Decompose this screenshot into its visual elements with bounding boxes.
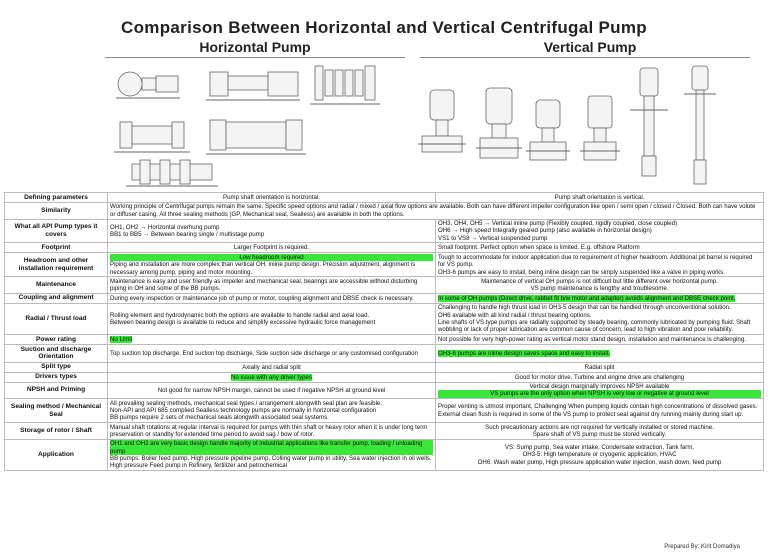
vertical-pump-6-image xyxy=(684,66,716,184)
vertical-cell xyxy=(436,277,764,294)
shared-cell xyxy=(108,202,764,219)
vertical-cell xyxy=(436,362,764,372)
row-label: Footprint xyxy=(5,243,108,253)
horizontal-cell xyxy=(108,293,436,303)
vertical-cell xyxy=(436,423,764,440)
horizontal-pump-5-image xyxy=(206,120,306,154)
horizontal-text: Manual shaft rotations at regular interval is required for pumps with thin shaft or heavy rotor when it is under long term preservation or standby for extended time period to avoid sag / bow of rotor. xyxy=(110,423,428,438)
horizontal-pump-1-image xyxy=(116,72,180,98)
horizontal-text: Rolling element and hydrodynamic both the options are available to handle radial and axial load. Between bearing design is available to reduce and simplify excessive hydraulic force management xyxy=(110,311,376,326)
horizontal-pump-3-image xyxy=(310,66,380,104)
vertical-text: Maintenance of vertical OH pumps is not difficult but little different over horizontal pump. VS pump maintenance is lengthy and troublesome. xyxy=(481,277,718,293)
horizontal-text: Top suction top discharge, End suction top discharge, Side suction side discharge or any customised configuration xyxy=(110,349,418,357)
author-credit: Prepared By: Kirit Domadiya xyxy=(664,544,740,550)
row-label: Maintenance xyxy=(5,277,108,294)
table-row xyxy=(5,362,764,372)
horizontal-cell xyxy=(108,253,436,277)
horizontal-pump-6-image xyxy=(126,160,218,186)
highlight-text: VS pumps are the only option when NPSH is very low or negative at ground level xyxy=(438,390,761,397)
vertical-cell xyxy=(436,243,764,253)
horizontal-cell xyxy=(108,362,436,372)
row-label: NPSH and Priming xyxy=(5,382,108,399)
vertical-cell xyxy=(436,399,764,423)
table-row xyxy=(5,303,764,334)
shared-text: Working principle of Centrifugal pumps remain the same. Specific speed options and radial / mixed / axial flow options are available. Both can have different impeller configuration like open / semi open / closed / Closed. Both can have volute or diffuser casing. All three sealing methods (GP, Mechanical seal, Sealless) are available in both the options. xyxy=(110,203,756,218)
vertical-cell xyxy=(436,372,764,382)
vertical-text: Tough to accommodate for indoor application due to requirement of higher headroom. Additional pit barrel is required for VS pump. OH3-6 pumps are easy to install, being inline design can be simply suspended like a valve in piping works. xyxy=(438,253,753,276)
vertical-cell xyxy=(436,439,764,470)
vertical-text: Small footprint. Perfect option when space is limited. E.g. offshore Platform xyxy=(438,244,640,252)
vertical-pump-illustrations xyxy=(408,60,738,192)
vertical-text: OH3, OH4, OH5 → Vertical inline pump (Flexibly coupled, rigidly coupled, close coupled) OH6 → High speed Integrally geared pump (also available in horizontal design) VS1 to VS8 → Vertical suspended pump xyxy=(438,220,678,242)
left-divider xyxy=(105,57,405,58)
row-label: Power rating xyxy=(5,335,108,345)
vertical-cell xyxy=(436,219,764,243)
horizontal-text: Maintenance is easy and user friendly as impeller and mechanical seal, bearings are accessible without disturbing piping in OH and some of the BB pumps. xyxy=(110,277,418,293)
vertical-cell xyxy=(436,335,764,345)
horizontal-cell xyxy=(108,243,436,253)
horizontal-cell xyxy=(108,382,436,399)
table-row xyxy=(5,193,764,203)
horizontal-text: Piping and installation are more complex than vertical OH, inline pump design. Precision adjustment, alignment is necessary among pump, piping and motor mounting. xyxy=(110,261,416,276)
horizontal-pump-heading: Horizontal Pump xyxy=(199,39,311,55)
row-label: Radial / Thrust load xyxy=(5,303,108,334)
row-label: Headroom and other installation requirement xyxy=(5,253,108,277)
horizontal-text: All prevailing sealing methods, mechanical seal types / arrangement alongwith seal plan are feasible. Non-API and API 685 complied Sealless technology pumps are normally in horizontal configuration BB pumps require 2 sets of mechanical seals alongwith associated seal systems. xyxy=(110,399,383,422)
vertical-cell xyxy=(436,382,764,399)
vertical-text: OH3-6 pumps are inline design saves space and easy to install. xyxy=(438,349,610,357)
table-row xyxy=(5,277,764,294)
horizontal-cell xyxy=(108,372,436,382)
vertical-text: Radial split xyxy=(584,363,615,371)
vertical-cell xyxy=(436,193,764,203)
highlight-text: OH1 and OH2 are very basic design handle majority of industrial applications like transfer pump, loading / unloading pump xyxy=(110,440,433,455)
vertical-text: Not possible for very high-power rating as vertical motor stand design, installation and maintenance is challenging. xyxy=(438,335,746,343)
row-label: Defining parameters xyxy=(5,193,108,203)
horizontal-text: Pump shaft orientation is horizontal. xyxy=(223,193,320,201)
horizontal-text: No issue with any driver types xyxy=(231,373,312,381)
vertical-cell xyxy=(436,345,764,363)
vertical-text: In some of OH pumps (Direct drive, rabbet fit b/w motor and adaptor) avoids alignment and DBSE check point. xyxy=(438,294,736,302)
vertical-pump-heading: Vertical Pump xyxy=(543,39,637,55)
vertical-text: Such precautionary actions are not required for vertically installed or stored machine. Spare shaft of VS pump must be stored vertically. xyxy=(485,423,714,438)
table-row xyxy=(5,439,764,470)
horizontal-cell xyxy=(108,277,436,294)
horizontal-text: No Limit xyxy=(110,335,133,343)
table-row xyxy=(5,345,764,363)
horizontal-pump-illustrations xyxy=(110,60,400,192)
horizontal-cell xyxy=(108,345,436,363)
horizontal-text: During every inspection or maintenance job of pump or motor, coupling alignment and DBSE check is necessary. xyxy=(110,294,414,302)
horizontal-text: BB pumps: Boiler feed pump, High pressure pipeline pump, Colling water pump in utility, Sea water injection in oil wells, High pressure Feed pump in Refinery, fertilizer and petrochemical xyxy=(110,454,432,470)
row-label: Storage of rotor / Shaft xyxy=(5,423,108,440)
horizontal-text: Axially and radial split xyxy=(242,363,301,371)
horizontal-text: Larger Footprint is required. xyxy=(233,244,310,252)
horizontal-cell xyxy=(108,193,436,203)
vertical-text: Pump shaft orientation is vertical. xyxy=(554,193,645,201)
horizontal-cell xyxy=(108,219,436,243)
table-row xyxy=(5,372,764,382)
horizontal-text: Not good for narrow NPSH margin, cannot be used if negative NPSH at ground level xyxy=(157,386,386,394)
table-row xyxy=(5,293,764,303)
row-label: Suction and discharge Orientation xyxy=(5,345,108,363)
vertical-pump-1-image xyxy=(418,90,466,152)
horizontal-cell xyxy=(108,335,436,345)
vertical-cell xyxy=(436,253,764,277)
table-row xyxy=(5,335,764,345)
comparison-table xyxy=(4,192,764,471)
table-row xyxy=(5,202,764,219)
row-label: Application xyxy=(5,439,108,470)
right-divider xyxy=(420,57,750,58)
vertical-text: VS: Sump pump, Sea water intake, Condensate extraction, Tank farm, OH3-5: High temperature or cryogenic application, HVAC OH6: Wash water pump, High pressure application water injection, wash down, feed pump xyxy=(477,443,722,466)
horizontal-cell xyxy=(108,303,436,334)
vertical-text: Good for motor drive. Turbine and engine drive are challenging xyxy=(514,373,685,381)
row-label: Coupling and alignment xyxy=(5,293,108,303)
vertical-text: Vertical design marginally improves NPSH available xyxy=(529,383,670,391)
horizontal-text: OH1, OH2 → Horizontal overhung pump BB1 to BB5 → Between bearing single / multistage pump xyxy=(110,223,265,238)
row-label: Sealing method / Mechanical Seal xyxy=(5,399,108,423)
horizontal-cell xyxy=(108,423,436,440)
table-row xyxy=(5,382,764,399)
vertical-text: Challenging to handle high thrust load in OH3-5 design that can be handled through unconventional solution. OH6 available with all kind radial / thrust bearing options. Line shafts of VS type pumps are radially supported by steady bearing, commonly lubricated by pumping fluid. Shaft wobbling or lack of proper lubrication are common cause of concern, lead to high vibration and poor reliability. xyxy=(438,304,751,334)
vertical-text: Proper venting is utmost important, Challenging When pumping liquids contain high concentrations of dissolved gases. External clean flush is required in some of the VS pump to protect seal against dry running mainly during start up. xyxy=(438,403,758,418)
horizontal-pump-4-image xyxy=(114,122,190,152)
page-title: Comparison Between Horizontal and Vertical Centrifugal Pump xyxy=(121,18,647,37)
vertical-pump-2-image xyxy=(476,88,522,158)
table-row xyxy=(5,399,764,423)
vertical-pump-3-image xyxy=(526,100,570,160)
table-row xyxy=(5,423,764,440)
row-label: Split type xyxy=(5,362,108,372)
vertical-cell xyxy=(436,293,764,303)
vertical-pump-5-image xyxy=(630,68,668,176)
row-label: What all API Pump types it covers xyxy=(5,219,108,243)
row-label: Drivers types xyxy=(5,372,108,382)
horizontal-pump-2-image xyxy=(206,72,300,100)
table-row xyxy=(5,219,764,243)
row-label: Similarity xyxy=(5,202,108,219)
highlight-text: Low headroom required xyxy=(110,254,433,261)
vertical-pump-4-image xyxy=(580,96,620,160)
table-row xyxy=(5,243,764,253)
vertical-cell xyxy=(436,303,764,334)
horizontal-cell xyxy=(108,439,436,470)
horizontal-cell xyxy=(108,399,436,423)
table-row xyxy=(5,253,764,277)
